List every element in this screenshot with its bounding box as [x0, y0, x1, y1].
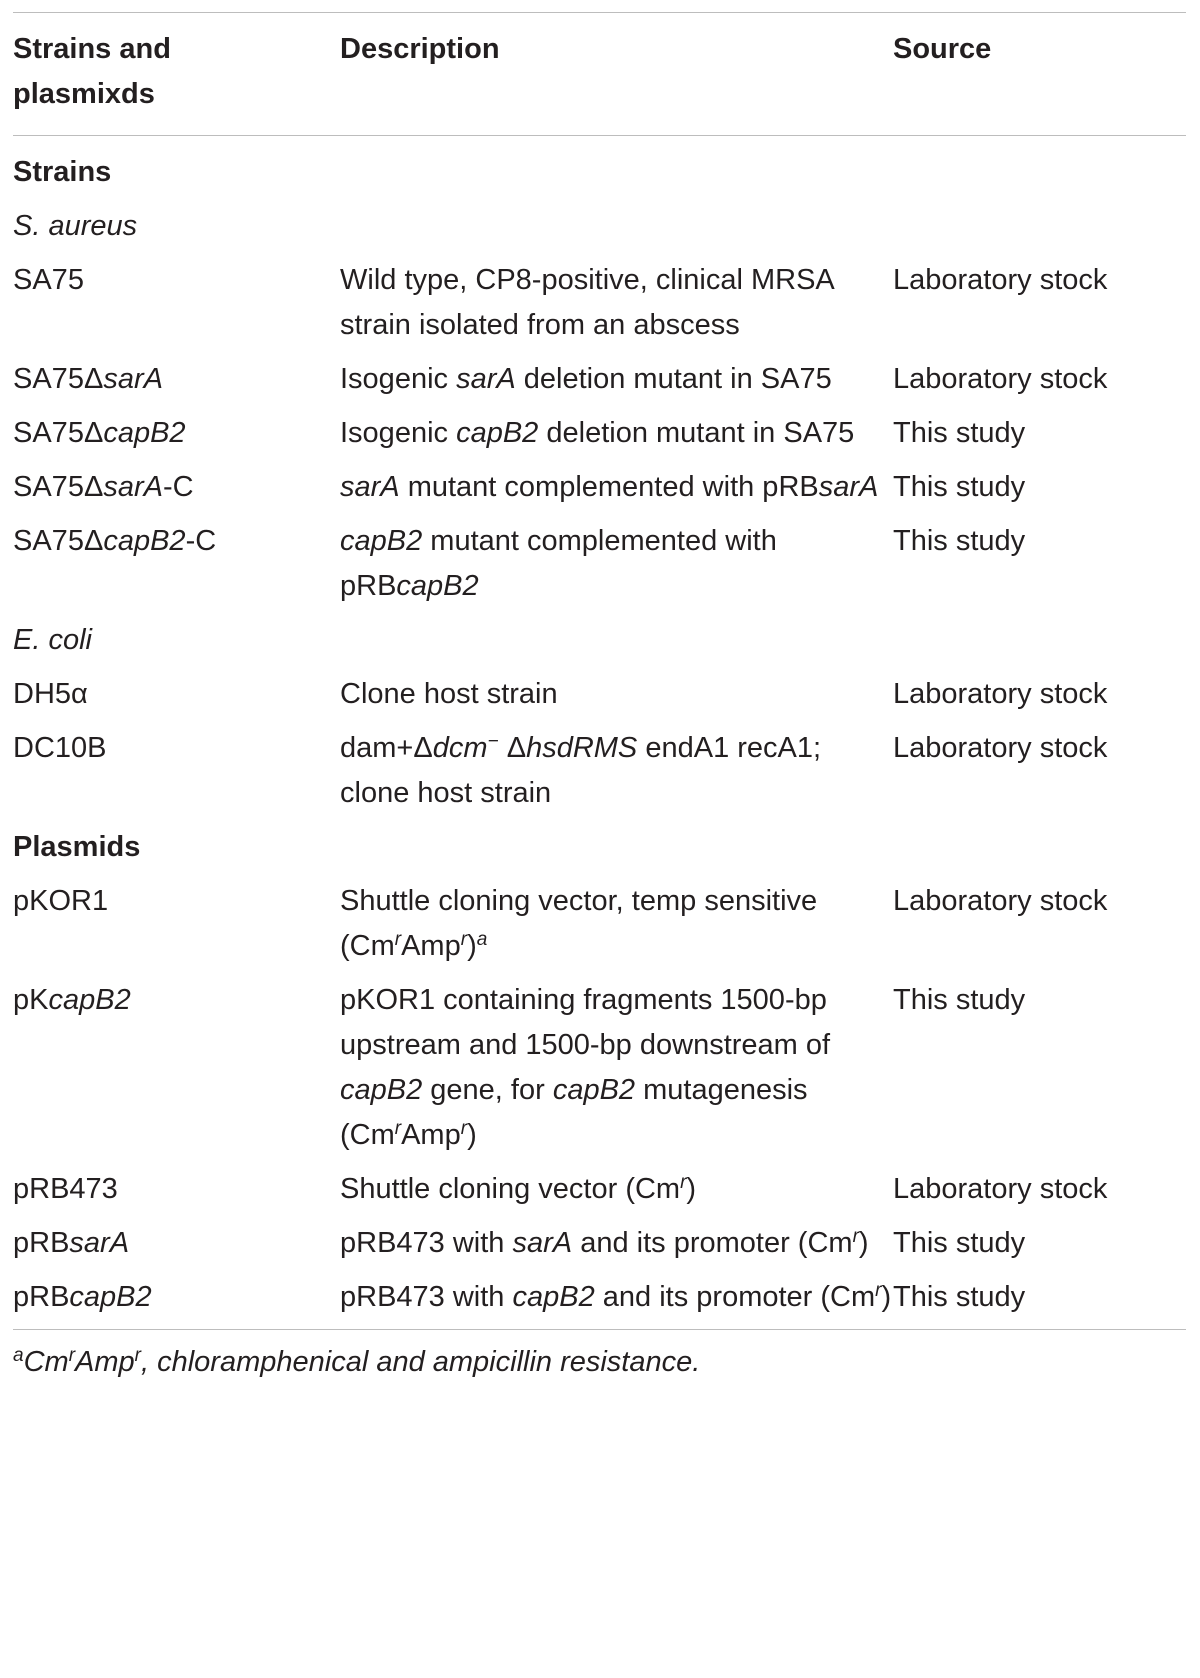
- description: [340, 411, 893, 465]
- description: [340, 1221, 893, 1275]
- description: [340, 1167, 893, 1221]
- strain-name: [13, 411, 340, 465]
- subsection-row-s-aureus: [13, 204, 1186, 258]
- source: Laboratory stock: [893, 678, 1108, 710]
- section-row-plasmids: [13, 825, 1186, 879]
- name-prefix: SA75Δ: [13, 471, 104, 503]
- description: [340, 357, 893, 411]
- strain-name: SA75: [13, 264, 84, 296]
- plasmid-name: pRB473: [13, 1173, 118, 1205]
- gene-name: sarA: [340, 471, 400, 503]
- gene-name: sarA: [103, 363, 163, 395]
- header-source: Source: [893, 33, 992, 65]
- strains-plasmids-table-body: [13, 136, 1186, 1329]
- gene-name: capB2: [456, 417, 539, 449]
- subsection-e-coli: E. coli: [13, 624, 92, 656]
- gene-name: capB2: [512, 1281, 595, 1313]
- desc-text: pKOR1 containing fragments 1500-bp upstream and 1500-bp downstream of: [340, 984, 831, 1061]
- table-row: [13, 879, 1186, 978]
- desc-text: gene, for: [422, 1074, 553, 1106]
- header-col1-line1: Strains and: [13, 33, 171, 65]
- strain-name: [13, 357, 340, 411]
- strain-name: [13, 519, 340, 618]
- header-col1-line2: plasmixds: [13, 78, 155, 110]
- source: This study: [893, 1281, 1026, 1313]
- superscript: r: [875, 1280, 882, 1301]
- desc-text: dam+Δ: [340, 732, 433, 764]
- gene-name: dcm: [432, 732, 488, 764]
- table-row: [13, 1221, 1186, 1275]
- strains-plasmids-table-container: [13, 12, 1186, 1385]
- description: [340, 1275, 893, 1329]
- desc-text: pRB473 with: [340, 1281, 513, 1313]
- subsection-s-aureus: S. aureus: [13, 210, 138, 242]
- table-row: [13, 726, 1186, 825]
- name-prefix: SA75Δ: [13, 417, 104, 449]
- source: This study: [893, 1227, 1026, 1259]
- description: Clone host strain: [340, 678, 558, 710]
- desc-text: Isogenic: [340, 417, 457, 449]
- source: Laboratory stock: [893, 885, 1108, 917]
- desc-text: Shuttle cloning vector (Cm: [340, 1173, 681, 1205]
- footnote-marker: a: [13, 1345, 24, 1366]
- table-row: [13, 519, 1186, 618]
- source: This study: [893, 525, 1026, 557]
- source: This study: [893, 984, 1026, 1016]
- footnote-text: , chloramphenical and ampicillin resistance.: [140, 1346, 701, 1378]
- gene-name: hsdRMS: [526, 732, 638, 764]
- table-row: [13, 465, 1186, 519]
- strain-name: DH5α: [13, 678, 88, 710]
- source: Laboratory stock: [893, 732, 1108, 764]
- table-row: [13, 357, 1186, 411]
- table-row: [13, 978, 1186, 1167]
- desc-text: Shuttle cloning vector, temp sensitive (Cm: [340, 885, 818, 962]
- desc-text: and its promoter (Cm: [572, 1227, 853, 1259]
- gene-name: capB2: [340, 525, 423, 557]
- description: [340, 465, 893, 519]
- section-strains: Strains: [13, 156, 112, 188]
- desc-text: ): [858, 1227, 869, 1259]
- table-row: [13, 1275, 1186, 1329]
- name-prefix: pRB: [13, 1281, 70, 1313]
- footnote-text: Cm: [23, 1346, 69, 1378]
- gene-name: capB2: [103, 417, 186, 449]
- description: [340, 519, 893, 618]
- superscript: r: [852, 1226, 859, 1247]
- superscript: r: [680, 1172, 687, 1193]
- header-strains-and-plasmids: [13, 13, 340, 135]
- table-row: [13, 1167, 1186, 1221]
- desc-text: Isogenic: [340, 363, 457, 395]
- superscript: r: [394, 929, 402, 950]
- plasmid-name: [13, 1221, 340, 1275]
- table-footnote: [13, 1330, 1186, 1385]
- gene-name: capB2: [103, 525, 186, 557]
- desc-text: Δ: [498, 732, 527, 764]
- plasmid-name: [13, 978, 340, 1167]
- description: [340, 879, 893, 978]
- header-description: Description: [340, 33, 500, 65]
- source: Laboratory stock: [893, 264, 1108, 296]
- desc-text: pRB473 with: [340, 1227, 513, 1259]
- desc-text: ): [881, 1281, 892, 1313]
- gene-name: capB2: [340, 1074, 423, 1106]
- description: [340, 978, 893, 1167]
- name-prefix: SA75Δ: [13, 525, 104, 557]
- source: Laboratory stock: [893, 363, 1108, 395]
- plasmid-name: [13, 1275, 340, 1329]
- footnote-marker: a: [476, 929, 488, 950]
- source: This study: [893, 471, 1026, 503]
- desc-text: mutant complemented with pRB: [399, 471, 819, 503]
- description: [340, 726, 893, 825]
- desc-text: deletion mutant in SA75: [538, 417, 855, 449]
- header-row: [13, 13, 1186, 135]
- gene-name: sarA: [512, 1227, 573, 1259]
- gene-name: capB2: [48, 984, 131, 1016]
- table-row: [13, 258, 1186, 357]
- superscript: −: [487, 731, 499, 752]
- plasmid-name: pKOR1: [13, 885, 109, 917]
- superscript: r: [68, 1345, 76, 1366]
- desc-text: deletion mutant in SA75: [515, 363, 832, 395]
- subsection-row-e-coli: [13, 618, 1186, 672]
- superscript: r: [460, 929, 468, 950]
- section-row-strains: [13, 136, 1186, 204]
- name-suffix: -C: [185, 525, 217, 557]
- desc-text: endA1 recA1; clone host strain: [340, 732, 822, 809]
- source: Laboratory stock: [893, 1173, 1108, 1205]
- description: Wild type, CP8-positive, clinical MRSA strain isolated from an abscess: [340, 264, 834, 341]
- source: This study: [893, 417, 1026, 449]
- superscript: r: [134, 1345, 141, 1366]
- name-prefix: pRB: [13, 1227, 70, 1259]
- desc-text: ): [686, 1173, 697, 1205]
- gene-name: sarA: [818, 471, 879, 503]
- gene-name: sarA: [456, 363, 516, 395]
- desc-text: Amp: [401, 930, 461, 962]
- desc-text: ): [467, 1119, 477, 1151]
- desc-text: mutagenesis (Cm: [340, 1074, 808, 1151]
- superscript: r: [460, 1118, 468, 1139]
- gene-name: capB2: [396, 570, 479, 602]
- name-suffix: -C: [162, 471, 194, 503]
- gene-name: capB2: [69, 1281, 152, 1313]
- strains-plasmids-table: [13, 13, 1186, 135]
- desc-text: mutant complemented with pRB: [340, 525, 777, 602]
- strain-name: [13, 465, 340, 519]
- gene-name: capB2: [552, 1074, 636, 1106]
- desc-text: Amp: [401, 1119, 461, 1151]
- desc-text: and its promoter (Cm: [594, 1281, 876, 1313]
- gene-name: sarA: [69, 1227, 130, 1259]
- table-row: [13, 411, 1186, 465]
- footnote-text: Amp: [75, 1346, 135, 1378]
- superscript: r: [394, 1118, 402, 1139]
- table-row: [13, 672, 1186, 726]
- section-plasmids: Plasmids: [13, 831, 141, 863]
- name-prefix: pK: [13, 984, 49, 1016]
- desc-text: ): [467, 930, 477, 962]
- gene-name: sarA: [103, 471, 163, 503]
- name-prefix: SA75Δ: [13, 363, 104, 395]
- strain-name: DC10B: [13, 732, 107, 764]
